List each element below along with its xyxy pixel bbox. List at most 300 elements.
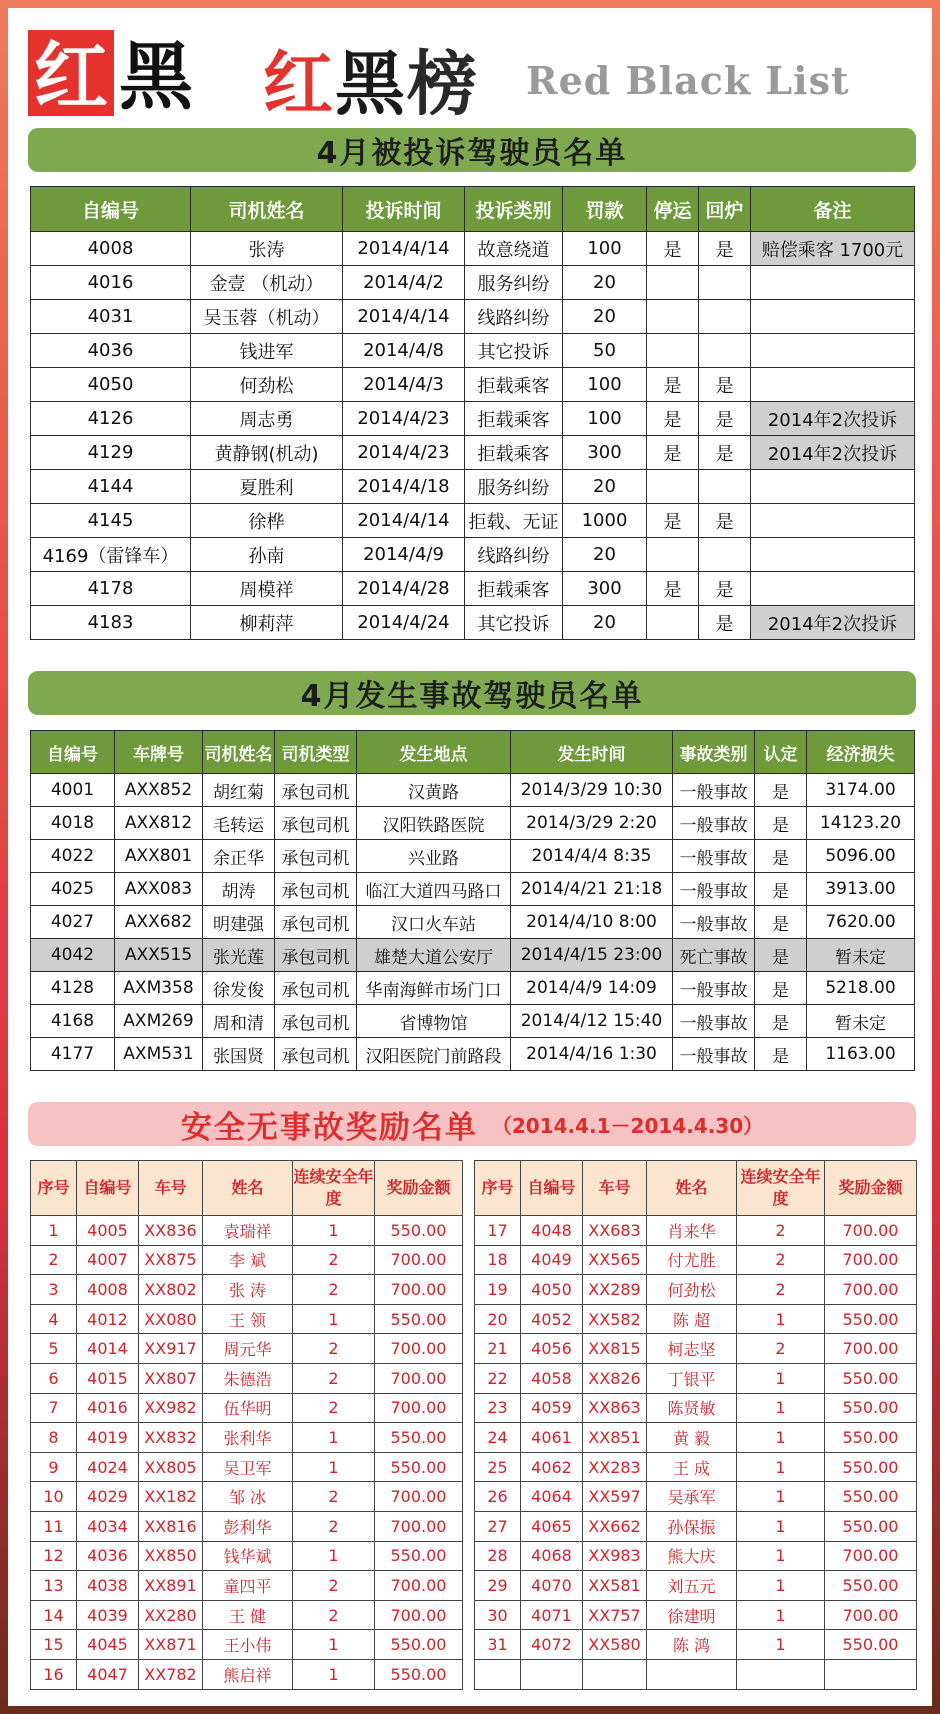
reward-cell: 5	[31, 1334, 77, 1364]
table-row	[31, 1363, 463, 1393]
cell-place: 雄楚大道公安厅	[357, 939, 511, 972]
reward-cell: 4016	[77, 1393, 139, 1423]
table-row	[31, 606, 915, 640]
cell-time: 2014/4/8	[343, 334, 465, 368]
cell-stop	[647, 334, 699, 368]
reward-cell: 1	[737, 1600, 825, 1630]
table-row	[475, 1334, 917, 1364]
cell-stop: 是	[647, 436, 699, 470]
column-header: 认定	[755, 731, 807, 774]
cell-note	[751, 368, 915, 402]
table-header-row	[31, 187, 915, 232]
table-row	[475, 1216, 917, 1246]
reward-cell	[737, 1659, 825, 1689]
cell-type: 拒载、无证	[465, 504, 563, 538]
reward-cell: 9	[31, 1452, 77, 1482]
reward-cell: 550.00	[375, 1423, 463, 1453]
cell-fine: 20	[563, 300, 647, 334]
reward-cell: 张利华	[203, 1423, 293, 1453]
column-header: 奖励金额	[825, 1161, 917, 1216]
cell-kind: 承包司机	[275, 939, 357, 972]
cell-name: 周和清	[203, 1005, 275, 1038]
reward-cell: 熊大庆	[647, 1541, 737, 1571]
cell-retrain: 是	[699, 232, 751, 266]
cell-id: 4128	[31, 972, 115, 1005]
reward-cell: 4045	[77, 1630, 139, 1660]
reward-cell: 4059	[521, 1393, 583, 1423]
reward-cell: XX581	[583, 1571, 647, 1601]
reward-cell: 4070	[521, 1571, 583, 1601]
cell-fine: 300	[563, 436, 647, 470]
reward-cell: 700.00	[825, 1216, 917, 1246]
table-row	[31, 1245, 463, 1275]
reward-cell: 1	[737, 1541, 825, 1571]
reward-cell: 丁银平	[647, 1363, 737, 1393]
reward-cell: 4052	[521, 1304, 583, 1334]
cell-fine: 1000	[563, 504, 647, 538]
complaints-table	[30, 186, 915, 640]
reward-cell: 王 成	[647, 1452, 737, 1482]
column-header: 序号	[31, 1161, 77, 1216]
column-header: 姓名	[203, 1161, 293, 1216]
reward-cell: 1	[737, 1393, 825, 1423]
reward-cell: 付尤胜	[647, 1245, 737, 1275]
table-row	[31, 368, 915, 402]
reward-cell: XX826	[583, 1363, 647, 1393]
cell-loss: 暂未定	[807, 1005, 915, 1038]
reward-cell: XX891	[139, 1571, 203, 1601]
cell-note	[751, 334, 915, 368]
cell-name: 何劲松	[191, 368, 343, 402]
reward-cell: 7	[31, 1393, 77, 1423]
reward-cell: 2	[293, 1275, 375, 1305]
cell-id: 4001	[31, 774, 115, 807]
reward-cell: XX917	[139, 1334, 203, 1364]
table-row	[475, 1393, 917, 1423]
table-row	[31, 1600, 463, 1630]
cell-fine: 50	[563, 334, 647, 368]
cell-note: 2014年2次投诉	[751, 436, 915, 470]
reward-cell: 2	[293, 1482, 375, 1512]
column-header: 回炉	[699, 187, 751, 232]
cell-plate: AXX812	[115, 807, 203, 840]
cell-loss: 1163.00	[807, 1038, 915, 1071]
reward-cell: 20	[475, 1304, 521, 1334]
cell-time: 2014/3/29 2:20	[511, 807, 673, 840]
table-header-row	[475, 1161, 917, 1216]
reward-cell: 2	[737, 1245, 825, 1275]
reward-cell: 4068	[521, 1541, 583, 1571]
table-row	[475, 1423, 917, 1453]
cell-time: 2014/4/24	[343, 606, 465, 640]
reward-cell: 黄 毅	[647, 1423, 737, 1453]
page-title: 红 黑 榜	[263, 42, 479, 125]
cell-type: 其它投诉	[465, 606, 563, 640]
cell-type: 拒载乘客	[465, 368, 563, 402]
reward-cell: XX782	[139, 1659, 203, 1689]
reward-cell: 700.00	[825, 1275, 917, 1305]
cell-name: 吴玉蓉（机动）	[191, 300, 343, 334]
reward-cell: XX863	[583, 1393, 647, 1423]
reward-cell: 1	[293, 1452, 375, 1482]
reward-cell: 2	[293, 1571, 375, 1601]
table-row	[475, 1511, 917, 1541]
reward-cell: XX757	[583, 1600, 647, 1630]
cell-id: 4177	[31, 1038, 115, 1071]
reward-cell: 肖来华	[647, 1216, 737, 1246]
reward-cell: XX815	[583, 1334, 647, 1364]
svg-text:红: 红	[34, 34, 108, 116]
reward-cell: 1	[737, 1630, 825, 1660]
cell-loss: 14123.20	[807, 807, 915, 840]
reward-cell: 6	[31, 1363, 77, 1393]
cell-fine: 300	[563, 572, 647, 606]
cell-place: 汉口火车站	[357, 906, 511, 939]
column-header: 罚款	[563, 187, 647, 232]
reward-cell: 张 涛	[203, 1275, 293, 1305]
reward-cell: XX807	[139, 1363, 203, 1393]
cell-stop: 是	[647, 368, 699, 402]
cell-fine: 100	[563, 368, 647, 402]
cell-id: 4042	[31, 939, 115, 972]
cell-resp: 是	[755, 939, 807, 972]
reward-cell: XX983	[583, 1541, 647, 1571]
reward-cell: 1	[31, 1216, 77, 1246]
cell-resp: 是	[755, 774, 807, 807]
reward-cell: 刘五元	[647, 1571, 737, 1601]
table-row	[475, 1571, 917, 1601]
reward-cell: 1	[737, 1423, 825, 1453]
reward-cell: XX982	[139, 1393, 203, 1423]
reward-cell: XX597	[583, 1482, 647, 1512]
table-row	[475, 1452, 917, 1482]
table-row	[31, 1482, 463, 1512]
cell-loss: 3913.00	[807, 873, 915, 906]
cell-note	[751, 266, 915, 300]
accidents-title: 4月发生事故驾驶员名单	[28, 671, 916, 715]
cell-name: 钱进军	[191, 334, 343, 368]
reward-cell: 吴卫军	[203, 1452, 293, 1482]
cell-time: 2014/4/16 1:30	[511, 1038, 673, 1071]
reward-cell: 邹 冰	[203, 1482, 293, 1512]
reward-cell: XX875	[139, 1245, 203, 1275]
reward-cell: 周元华	[203, 1334, 293, 1364]
reward-cell: 700.00	[375, 1393, 463, 1423]
reward-cell: 16	[31, 1659, 77, 1689]
rewards-period: （2014.4.1－2014.4.30）	[491, 1113, 764, 1138]
reward-cell: 4007	[77, 1245, 139, 1275]
table-row	[31, 906, 915, 939]
cell-type: 故意绕道	[465, 232, 563, 266]
table-row	[31, 1216, 463, 1246]
cell-time: 2014/4/18	[343, 470, 465, 504]
cell-time: 2014/4/23	[343, 402, 465, 436]
reward-cell: 700.00	[825, 1600, 917, 1630]
cell-kind: 承包司机	[275, 807, 357, 840]
table-row	[31, 1393, 463, 1423]
cell-note	[751, 538, 915, 572]
reward-cell: XX851	[583, 1423, 647, 1453]
reward-cell: 29	[475, 1571, 521, 1601]
reward-cell: 2	[293, 1245, 375, 1275]
cell-time: 2014/4/3	[343, 368, 465, 402]
reward-cell: 4	[31, 1304, 77, 1334]
column-header: 自编号	[31, 731, 115, 774]
reward-cell: XX802	[139, 1275, 203, 1305]
table-row	[475, 1600, 917, 1630]
reward-cell: 550.00	[825, 1482, 917, 1512]
reward-cell: XX816	[139, 1511, 203, 1541]
cell-retrain: 是	[699, 436, 751, 470]
reward-cell: 30	[475, 1600, 521, 1630]
cell-id: 4016	[31, 266, 191, 300]
cell-name: 明建强	[203, 906, 275, 939]
reward-cell: 2	[293, 1511, 375, 1541]
table-row	[31, 1005, 915, 1038]
table-row	[475, 1659, 917, 1689]
cell-name: 张光莲	[203, 939, 275, 972]
reward-cell: 4019	[77, 1423, 139, 1453]
table-row	[31, 807, 915, 840]
reward-cell: 700.00	[375, 1511, 463, 1541]
cell-name: 徐发俊	[203, 972, 275, 1005]
reward-cell: XX182	[139, 1482, 203, 1512]
reward-cell: 1	[293, 1659, 375, 1689]
cell-place: 汉阳铁路医院	[357, 807, 511, 840]
cell-cat: 一般事故	[673, 1005, 755, 1038]
cell-note	[751, 572, 915, 606]
reward-cell: XX683	[583, 1216, 647, 1246]
cell-place: 兴业路	[357, 840, 511, 873]
reward-cell: 陈贤敏	[647, 1393, 737, 1423]
reward-cell: 4038	[77, 1571, 139, 1601]
column-header: 停运	[647, 187, 699, 232]
reward-cell: 10	[31, 1482, 77, 1512]
cell-time: 2014/4/23	[343, 436, 465, 470]
reward-cell: 2	[293, 1363, 375, 1393]
cell-fine: 100	[563, 402, 647, 436]
cell-id: 4050	[31, 368, 191, 402]
cell-type: 线路纠纷	[465, 538, 563, 572]
cell-retrain: 是	[699, 572, 751, 606]
table-row	[31, 939, 915, 972]
cell-fine: 20	[563, 470, 647, 504]
reward-cell	[521, 1659, 583, 1689]
svg-text:黑: 黑	[119, 34, 193, 116]
reward-cell: 700.00	[825, 1541, 917, 1571]
table-row	[31, 840, 915, 873]
reward-cell: XX662	[583, 1511, 647, 1541]
cell-type: 拒载乘客	[465, 436, 563, 470]
reward-cell: 550.00	[825, 1393, 917, 1423]
reward-cell: XX871	[139, 1630, 203, 1660]
reward-cell: 陈 鸿	[647, 1630, 737, 1660]
column-header: 备注	[751, 187, 915, 232]
cell-cat: 一般事故	[673, 774, 755, 807]
cell-id: 4144	[31, 470, 191, 504]
column-header: 连续安全年度	[293, 1161, 375, 1216]
column-header: 自编号	[77, 1161, 139, 1216]
reward-cell: 550.00	[375, 1659, 463, 1689]
reward-cell: 550.00	[375, 1216, 463, 1246]
column-header: 车号	[139, 1161, 203, 1216]
column-header: 自编号	[521, 1161, 583, 1216]
column-header: 连续安全年度	[737, 1161, 825, 1216]
column-header: 姓名	[647, 1161, 737, 1216]
cell-retrain	[699, 266, 751, 300]
cell-kind: 承包司机	[275, 840, 357, 873]
reward-cell: XX580	[583, 1630, 647, 1660]
reward-cell: 26	[475, 1482, 521, 1512]
table-header-row	[31, 731, 915, 774]
reward-cell: 1	[737, 1511, 825, 1541]
reward-cell: 700.00	[825, 1334, 917, 1364]
column-header: 投诉时间	[343, 187, 465, 232]
reward-cell	[583, 1659, 647, 1689]
reward-cell: 1	[293, 1304, 375, 1334]
cell-type: 线路纠纷	[465, 300, 563, 334]
cell-plate: AXM269	[115, 1005, 203, 1038]
reward-cell: 1	[737, 1571, 825, 1601]
cell-time: 2014/4/10 8:00	[511, 906, 673, 939]
cell-loss: 暂未定	[807, 939, 915, 972]
cell-cat: 一般事故	[673, 873, 755, 906]
reward-cell: 朱德浩	[203, 1363, 293, 1393]
table-row	[475, 1304, 917, 1334]
reward-cell: 4047	[77, 1659, 139, 1689]
cell-time: 2014/4/4 8:35	[511, 840, 673, 873]
cell-resp: 是	[755, 1005, 807, 1038]
cell-name: 胡红菊	[203, 774, 275, 807]
cell-resp: 是	[755, 972, 807, 1005]
reward-cell: 袁瑞祥	[203, 1216, 293, 1246]
table-row	[31, 470, 915, 504]
cell-name: 夏胜利	[191, 470, 343, 504]
table-row	[31, 1511, 463, 1541]
cell-time: 2014/4/14	[343, 504, 465, 538]
cell-stop	[647, 606, 699, 640]
reward-cell: 1	[737, 1363, 825, 1393]
table-row	[31, 1630, 463, 1660]
reward-cell: 550.00	[825, 1363, 917, 1393]
reward-cell: 伍华明	[203, 1393, 293, 1423]
reward-cell: 550.00	[375, 1541, 463, 1571]
reward-cell: 徐建明	[647, 1600, 737, 1630]
table-row	[475, 1541, 917, 1571]
accidents-table	[30, 730, 915, 1071]
cell-loss: 5218.00	[807, 972, 915, 1005]
table-row	[31, 1452, 463, 1482]
table-row	[31, 1571, 463, 1601]
cell-note: 赔偿乘客 1700元	[751, 232, 915, 266]
cell-id: 4018	[31, 807, 115, 840]
cell-name: 胡涛	[203, 873, 275, 906]
reward-cell: 22	[475, 1363, 521, 1393]
reward-cell: 700.00	[375, 1571, 463, 1601]
cell-time: 2014/4/9	[343, 538, 465, 572]
cell-stop: 是	[647, 402, 699, 436]
reward-cell	[825, 1659, 917, 1689]
cell-retrain	[699, 334, 751, 368]
reward-cell: 11	[31, 1511, 77, 1541]
column-header: 发生地点	[357, 731, 511, 774]
reward-cell: 700.00	[375, 1245, 463, 1275]
reward-cell: 700.00	[375, 1334, 463, 1364]
cell-name: 张涛	[191, 232, 343, 266]
cell-kind: 承包司机	[275, 1005, 357, 1038]
reward-cell: 27	[475, 1511, 521, 1541]
reward-cell: 4056	[521, 1334, 583, 1364]
reward-cell: 4071	[521, 1600, 583, 1630]
cell-name: 张国贤	[203, 1038, 275, 1071]
cell-stop: 是	[647, 504, 699, 538]
table-header-row	[31, 1161, 463, 1216]
cell-fine: 20	[563, 538, 647, 572]
cell-resp: 是	[755, 1038, 807, 1071]
reward-cell: 25	[475, 1452, 521, 1482]
table-row	[475, 1275, 917, 1305]
reward-cell: XX836	[139, 1216, 203, 1246]
cell-time: 2014/4/14	[343, 232, 465, 266]
table-row	[475, 1363, 917, 1393]
cell-id: 4183	[31, 606, 191, 640]
cell-id: 4022	[31, 840, 115, 873]
table-row	[31, 1334, 463, 1364]
table-row	[31, 504, 915, 538]
reward-cell: 700.00	[375, 1363, 463, 1393]
cell-name: 余正华	[203, 840, 275, 873]
table-row	[31, 1275, 463, 1305]
reward-cell: 8	[31, 1423, 77, 1453]
reward-cell: 1	[737, 1482, 825, 1512]
cell-cat: 一般事故	[673, 1038, 755, 1071]
cell-retrain: 是	[699, 402, 751, 436]
reward-cell: XX805	[139, 1452, 203, 1482]
reward-cell: 550.00	[825, 1452, 917, 1482]
reward-cell: 700.00	[825, 1245, 917, 1275]
cell-retrain: 是	[699, 368, 751, 402]
cell-kind: 承包司机	[275, 972, 357, 1005]
reward-cell: XX850	[139, 1541, 203, 1571]
column-header: 自编号	[31, 187, 191, 232]
reward-cell: 王 领	[203, 1304, 293, 1334]
reward-cell: 550.00	[375, 1452, 463, 1482]
cell-note	[751, 504, 915, 538]
cell-plate: AXX801	[115, 840, 203, 873]
cell-time: 2014/4/28	[343, 572, 465, 606]
reward-cell: 4015	[77, 1363, 139, 1393]
cell-id: 4027	[31, 906, 115, 939]
reward-cell: XX080	[139, 1304, 203, 1334]
cell-stop	[647, 266, 699, 300]
column-header: 发生时间	[511, 731, 673, 774]
cell-type: 其它投诉	[465, 334, 563, 368]
reward-cell: 王 健	[203, 1600, 293, 1630]
cell-plate: AXX083	[115, 873, 203, 906]
reward-cell: 4034	[77, 1511, 139, 1541]
reward-cell: 31	[475, 1630, 521, 1660]
table-row	[31, 1423, 463, 1453]
reward-cell: 王小伟	[203, 1630, 293, 1660]
cell-name: 周模祥	[191, 572, 343, 606]
cell-place: 汉黄路	[357, 774, 511, 807]
poster	[8, 8, 932, 1706]
column-header: 序号	[475, 1161, 521, 1216]
reward-cell	[475, 1659, 521, 1689]
cell-name: 黄静钢(机动)	[191, 436, 343, 470]
reward-cell: 550.00	[375, 1304, 463, 1334]
reward-cell: 4014	[77, 1334, 139, 1364]
